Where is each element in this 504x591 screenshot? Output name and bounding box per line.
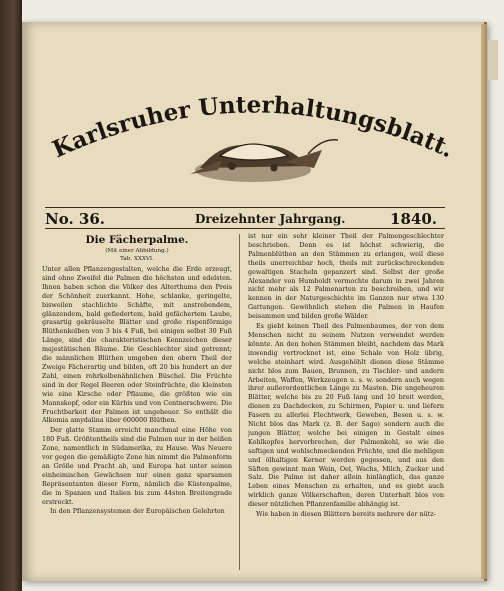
paragraph: Der glatte Stamm erreicht manchmal eine Höhe von 180 Fuß. Größtentheils sind die Palmen nur in der heißen Zone, namentlich in Südamerika, zu Hause. Was Neuere vor gegen die gemäßigte Zone hin nimmt die Palmenform an Größe und Pracht ab, und Europa hat unter seinen einheimischen Gewächsen nur einen ganz sparsamen Repräsentanten dieser Form, nämlich die Küstenpalme, die in Spanien und Italien bis zum 44sten Breitengrade erstreckt. [42,426,232,506]
right-column [248,232,444,577]
left-column [42,232,232,577]
paragraph: Wie haben in diesen Blättern bereits mehrere der nütz- [256,510,436,519]
masthead-vignette [190,140,338,182]
paragraph: Unter allen Pflanzengestalten, welche die Erde erzeugt, sind ohne Zweifel die Palmen die höchsten und edelsten. Ihnen haben schon die Völker des Alterthums den Preis der Schönheit zuerkannt. Hohe, schlanke, geringelte, bisweilen stachlichte Schäfte, mit anstrebendem, glänzendem, bald gefiedertem, bald gefächertem Laube, grasartig gekräuselte Blätter und große rispenförmige Blüthenkolben von 3 bis 4 Fuß, bei einigen selbst 30 Fuß Länge, sind die charakteristischen Kennzeichen dieser majestätischen Bäume. Die Geschlechter sind getrennt; die männlichen Blüthen umgeben den obern Theil der Zweige Fächerartig und bilden, oft 20 bis hundert an der Zahl, einen rohrkolbenähnlichen Büschel. Die Früchte sind in der Regel Beeren oder Steinfrüchte, die kleinsten wie eine Kirsche oder Pflaume, die größten wie ein Mannskopf, oder ein Kürbis und von Centnerschwere. Die Fruchtbarkeit der Palmen ist ungeheuer. So enthält die Alkomia amydalina über 600000 Blüthen. [42,265,232,425]
paragraph: Es giebt keinen Theil des Palmenbaumes, der von dem Menschen nicht zu seinem Nutzen verwendet werden könnte. An den hohen Stämmen bleibt, nachdem das Mark inwendig vertrocknet ist, eine Schale von Holz übrig, welche steinhart wird. Ausgehöhlt dienen diese Stämme nicht blos zum Bauen, Brunnen, zu Tischler- und andern Arbeiten, Waffen, Werkzeugen u. s. w. sondern auch wegen ihrer außerordentlichen Länge zu Masten. Die ungeheuren Blätter, welche bis zu 20 Fuß lang und 10 breit werden, dienen zu Dachdecken, zu Schirmen, Papier u. und liefern Fasern zu allerlei Flechtwerk, Geweben, Besen u. s. w. Nicht blos das Mark (z. B. der Sago) sondern auch die jungen Blätter, welche bei einigen in Gestalt eines Kohlkopfes hervorbrechen, der Palmenkohl, so wie die saftigen und wohlschmeckenden Früchte, und die mehligen und ölhaltigen Kerner werden gegessen, und aus den Säften gewinnt man Wein, Oel, Wachs, Milch, Zucker und Salz. Die Palme ist daher allein hinlänglich, das ganze Leben eines Menschen zu erhalten, und es giebt auch wirklich ganze Völkerschaften, deren Unterhalt blos von dieser nützlichen Pflanzenfamilie abhängig ist. [248,322,444,509]
article-title: Die Fächerpalme. [85,234,189,246]
issue-number: No. 36. [45,210,105,228]
column-divider [239,234,240,570]
article-subtitle: (Mit einer Abbildung.) [105,248,169,254]
bookmark-strip [488,40,498,80]
masthead [22,70,484,200]
issue-year: 1840. [390,210,437,228]
paragraph: ist nur ein sehr kleiner Theil der Palmengeschlechter beschrieben. Denn es ist höchst schwierig, die Palmenblüthen an den Stämmen zu erlangen, weil diese theils unerreichbar hoch, theils mit zurückschreckenden gewaltigen Stacheln gepanzert sind. Selbst der große Alexander von Humboldt vermochte darum in zwei Jahren nicht mehr als 12 Palmenarten zu beschreiben, und wir kennen in der Naturgeschichte im Ganzen nur etwa 130 Gattungen. Gewöhnlich stehen die Palmen in Haufen beisammen und bilden große Wälder. [248,232,444,321]
issue-volume: Dreizehnter Jahrgang. [195,212,346,226]
article-plate: Tab. XXXVI. [120,256,154,262]
issue-header [45,210,445,228]
masthead-title: Karlsruher Unterhaltungsblatt. [48,91,458,164]
paragraph: In den Pflanzensystemen der Europäischen Gelehrten [50,507,225,516]
book-spine [0,0,22,591]
header-rule-bottom [45,228,445,229]
header-rule-top [45,207,445,208]
